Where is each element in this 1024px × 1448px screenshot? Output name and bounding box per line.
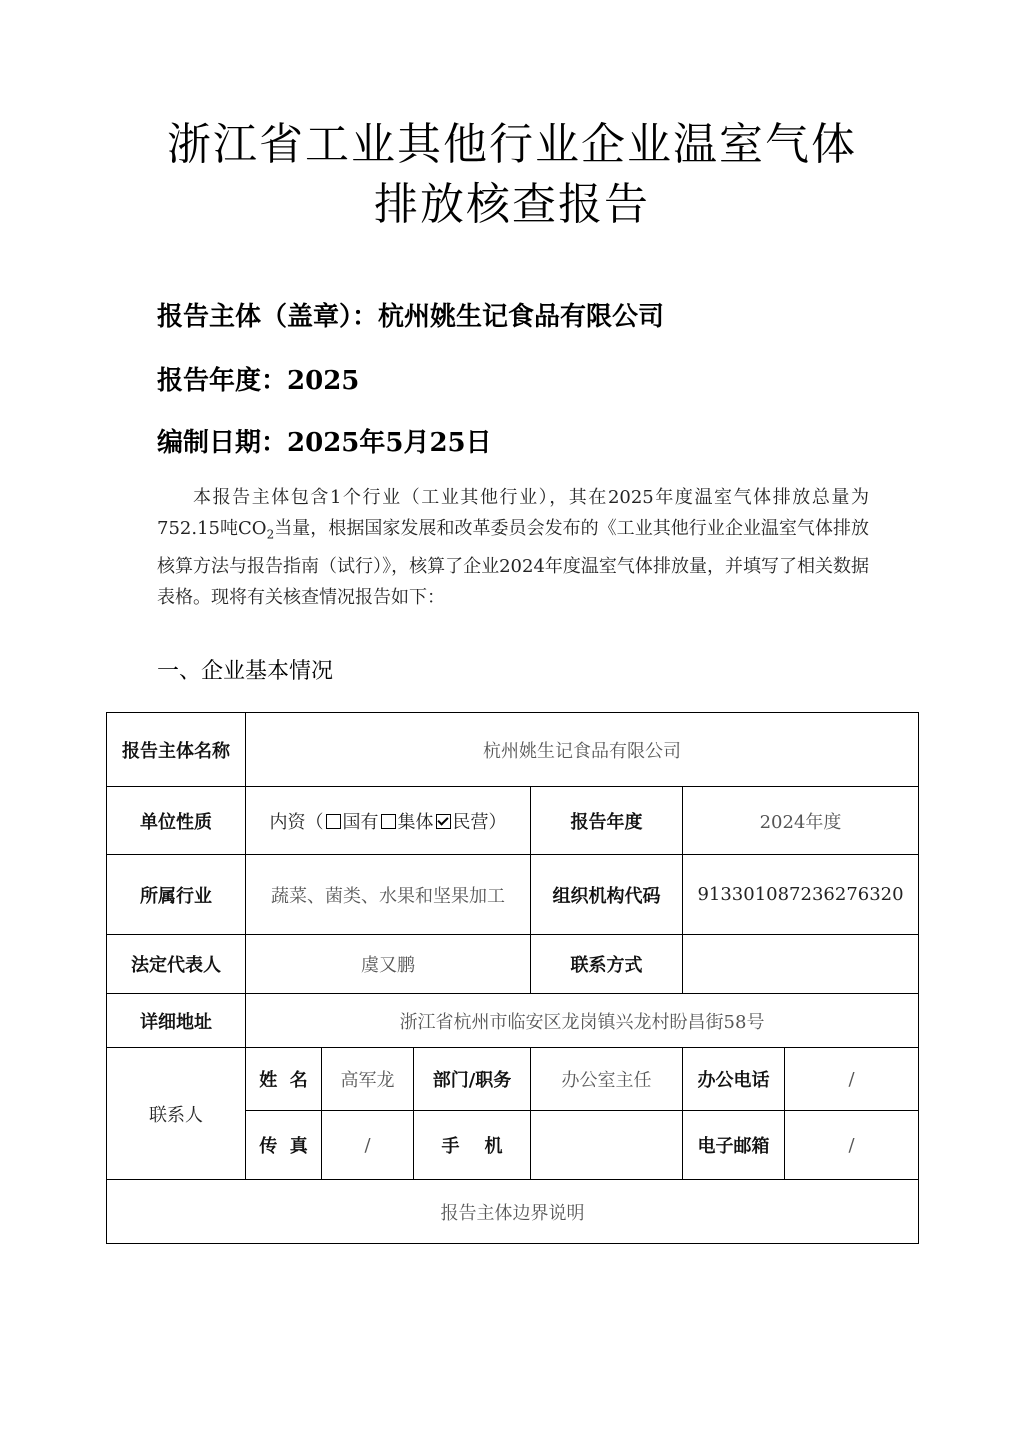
email-label: 电子邮箱 [683, 1111, 785, 1180]
report-year-value: 2025 [287, 366, 360, 396]
industry-value: 蔬菜、菌类、水果和坚果加工 [246, 855, 531, 935]
intro-text-part2: 当量，根据国家发展和改革委员会发布的《工业其他行业企业温室气体排放核算方法与报告指南（试行）》，核算了企业2024年度温室气体排放量，并填写了相关数据表格。现将有关核查情况报告如下： [157, 518, 869, 608]
compile-date-line [157, 422, 492, 459]
report-entity-line [157, 296, 664, 333]
contact-method-label: 联系方式 [531, 935, 683, 994]
report-entity-label: 报告主体（盖章）： [157, 302, 379, 332]
address-label: 详细地址 [107, 994, 246, 1048]
entity-name-label: 报告主体名称 [107, 713, 246, 787]
table-row [107, 1180, 919, 1244]
fax-label: 传 真 [246, 1111, 322, 1180]
section-title-basic-info: 一、企业基本情况 [157, 659, 334, 684]
table-row [107, 713, 919, 787]
table-row [107, 994, 919, 1048]
office-phone-label: 办公电话 [683, 1048, 785, 1111]
fax-value: / [322, 1111, 414, 1180]
mobile-label: 手 机 [414, 1111, 531, 1180]
nature-prefix: 内资（ [269, 811, 324, 833]
legal-rep-label: 法定代表人 [107, 935, 246, 994]
industry-label: 所属行业 [107, 855, 246, 935]
table-row [107, 787, 919, 855]
nature-option-collective: 集体 [397, 811, 434, 833]
contact-person-label: 联系人 [107, 1048, 246, 1180]
boundary-label: 报告主体边界说明 [107, 1180, 919, 1244]
org-code-label: 组织机构代码 [531, 855, 683, 935]
compile-date-label: 编制日期： [157, 428, 288, 458]
office-phone-value: / [785, 1048, 919, 1111]
document-title-line1: 浙江省工业其他行业企业温室气体 [167, 119, 857, 170]
report-year-label: 报告年度： [157, 366, 288, 396]
table-row [107, 935, 919, 994]
nature-value [246, 787, 531, 855]
intro-paragraph [157, 482, 869, 613]
checkbox-state-owned-icon [326, 814, 341, 829]
document-title-line2: 排放核查报告 [374, 179, 650, 230]
org-code-value: 913301087236276320 [683, 855, 919, 935]
legal-rep-value: 虞又鹏 [246, 935, 531, 994]
name-value: 高军龙 [322, 1048, 414, 1111]
dept-label: 部门/职务 [414, 1048, 531, 1111]
intro-subscript: 2 [266, 527, 275, 542]
checkbox-collective-icon [381, 814, 396, 829]
mobile-value [531, 1111, 683, 1180]
report-year-line [157, 360, 359, 397]
dept-value: 办公室主任 [531, 1048, 683, 1111]
enterprise-info-table [106, 712, 919, 1244]
report-year-table-value: 2024年度 [683, 787, 919, 855]
table-row [107, 855, 919, 935]
nature-suffix: ） [488, 811, 507, 833]
report-entity-value: 杭州姚生记食品有限公司 [378, 302, 665, 332]
entity-name-value: 杭州姚生记食品有限公司 [246, 713, 919, 787]
address-value: 浙江省杭州市临安区龙岗镇兴龙村盼昌街58号 [246, 994, 919, 1048]
report-year-table-label: 报告年度 [531, 787, 683, 855]
checkbox-private-checked-icon [436, 814, 451, 829]
nature-option-private: 民营 [452, 811, 489, 833]
contact-method-value [683, 935, 919, 994]
name-label: 姓 名 [246, 1048, 322, 1111]
intro-text-part1: 本报告主体包含1个行业（工业其他行业），其在2025年度温室气体排放总量为752.15吨CO [157, 487, 869, 539]
nature-option-state-owned: 国有 [342, 811, 379, 833]
table-row [107, 1048, 919, 1111]
email-value: / [785, 1111, 919, 1180]
compile-date-value: 2025年5月25日 [287, 428, 492, 458]
nature-label: 单位性质 [107, 787, 246, 855]
